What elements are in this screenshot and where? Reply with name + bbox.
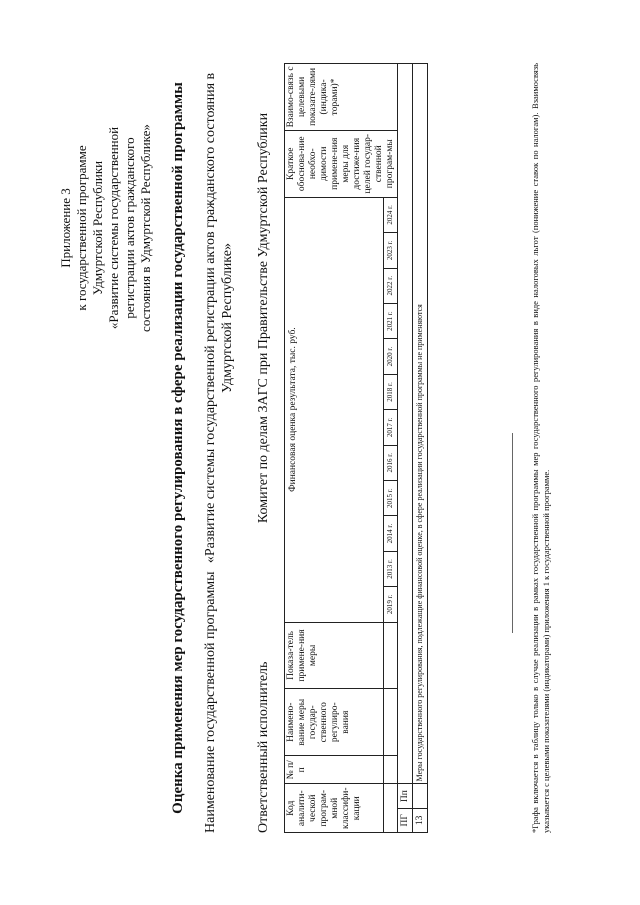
year-cell: 2021 г. bbox=[384, 303, 398, 338]
spacer-cell bbox=[384, 756, 398, 784]
header-financial-assessment: Финансовая оценка результата, тыс. руб. bbox=[285, 197, 384, 622]
assessment-table bbox=[284, 63, 428, 833]
executor-label: Ответственный исполнитель bbox=[256, 661, 271, 833]
program-value: «Развитие системы государственной регистрации актов гражданского состояния в Удмуртской Республике» bbox=[203, 72, 235, 564]
footnote: *Графа включается в таблицу только в случае реализации в рамках государственной программы мер государственного регулирования в виде налоговых льгот (понижение ставок по налогам). Взаимосвязь указывается с целевыми показателями (индикаторами) приложения 1 к государственной программе. bbox=[530, 63, 551, 833]
empty-cell bbox=[398, 64, 413, 784]
year-cell: 2020 г. bbox=[384, 339, 398, 374]
header-indicator: Показа-тель примене-ния меры bbox=[285, 622, 384, 689]
header-measure-name: Наимено-вание меры государ-ственного регулиро-вания bbox=[285, 689, 384, 756]
header-code: Код аналити-ческой програм-мной классифи-кации bbox=[285, 784, 384, 833]
spacer-cell bbox=[384, 689, 398, 756]
header-target-link: Взаимо-связь с целевыми показате-лями (индика-торами)* bbox=[285, 64, 398, 131]
year-cell: 2017 г. bbox=[384, 410, 398, 445]
executor-value: Комитет по делам ЗАГС при Правительстве Удмуртской Республики bbox=[256, 112, 271, 524]
rotated-document-sheet bbox=[50, 63, 590, 833]
year-cell: 2015 г. bbox=[384, 480, 398, 515]
code-pg-label: ПГ bbox=[398, 808, 413, 832]
year-cell: 2014 г. bbox=[384, 516, 398, 551]
spacer-cell bbox=[384, 622, 398, 689]
year-cell: 2022 г. bbox=[384, 268, 398, 303]
table-row bbox=[413, 64, 428, 833]
header-rationale: Краткое обоснова-ние необхо-димости примене-ния меры для достиже-ния целей государ-ственной програм-мы bbox=[285, 130, 398, 197]
document-title: Оценка применения мер государственного регулирования в сфере реализации государственной программы bbox=[170, 82, 186, 814]
appendix-line: состояния в Удмуртской Республике» bbox=[138, 124, 153, 332]
row-note: Меры государственного регулирования, подлежащие финансовой оценке, в сфере реализации государственной программы не применяются bbox=[413, 64, 428, 784]
appendix-caption bbox=[58, 63, 154, 393]
year-cell: 2024 г. bbox=[384, 197, 398, 232]
spacer-cell bbox=[384, 784, 398, 833]
year-cell: 2013 г. bbox=[384, 551, 398, 586]
appendix-line: «Развитие системы государственной bbox=[106, 126, 121, 330]
header-number: № п/п bbox=[285, 756, 384, 784]
appendix-line: Приложение 3 bbox=[58, 188, 73, 268]
year-cell: 2016 г. bbox=[384, 445, 398, 480]
appendix-line: к государственной программе bbox=[74, 145, 89, 311]
year-cell: 2019 г. bbox=[384, 587, 398, 622]
year-cell: 2018 г. bbox=[384, 374, 398, 409]
code-pp-label: Пп bbox=[398, 784, 413, 808]
appendix-line: Удмуртской Республики bbox=[90, 160, 105, 296]
appendix-line: регистрации актов гражданского bbox=[122, 137, 137, 319]
table-header-row bbox=[285, 64, 384, 833]
row-pg-value: 13 bbox=[413, 808, 428, 832]
table-code-row bbox=[398, 64, 413, 833]
program-label: Наименование государственной программы bbox=[203, 571, 218, 833]
year-cell: 2023 г. bbox=[384, 233, 398, 268]
footnote-divider bbox=[512, 433, 513, 633]
row-pp-value bbox=[413, 784, 428, 808]
